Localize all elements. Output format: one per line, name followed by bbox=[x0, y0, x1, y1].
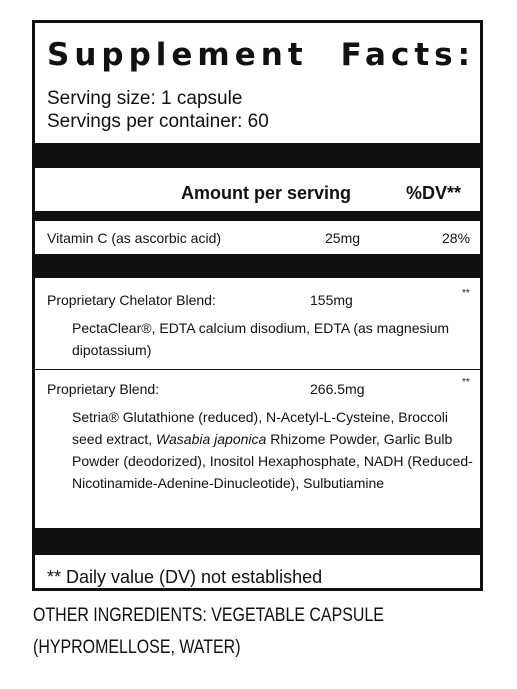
chelator-blend-dv: ** bbox=[462, 288, 470, 299]
vitamin-c-dv: 28% bbox=[442, 230, 471, 246]
dv-header: %DV** bbox=[406, 183, 462, 203]
chelator-blend-amount: 155mg bbox=[310, 292, 353, 308]
other-ingredients: OTHER INGREDIENTS: VEGETABLE CAPSULE (HYPROMELLOSE, WATER) bbox=[33, 605, 384, 658]
daily-value-footnote: ** Daily value (DV) not established bbox=[47, 567, 323, 587]
proprietary-blend-dv: ** bbox=[462, 377, 470, 388]
thick-divider-2 bbox=[35, 254, 480, 278]
vitamin-c-name: Vitamin C (as ascorbic acid) bbox=[47, 230, 222, 246]
ingredients-part-1: Setria® Glutathione (reduced), N-Acetyl-L-Cysteine, Broccoli seed extract, bbox=[72, 409, 449, 447]
vitamin-c-amount: 25mg bbox=[325, 230, 361, 246]
thin-divider bbox=[35, 369, 480, 370]
chelator-blend-name: Proprietary Chelator Blend: bbox=[47, 292, 216, 308]
bottom-divider bbox=[35, 528, 480, 555]
proprietary-blend-amount: 266.5mg bbox=[310, 381, 365, 397]
proprietary-blend-name: Proprietary Blend: bbox=[47, 381, 160, 397]
ingredients-italic: Wasabia japonica bbox=[156, 431, 267, 447]
proprietary-blend-ingredients bbox=[72, 406, 477, 494]
ingredients-part-2: Rhizome Powder, Garlic Bulb Powder (deodorized), Inositol Hexaphosphate, NADH (Reduced-Nicotinamide-Adenine-Dinucleotide), Sulbutiamine bbox=[72, 431, 473, 491]
serving-size: Serving size: 1 capsule bbox=[47, 88, 243, 109]
servings-per-container: Servings per container: 60 bbox=[47, 111, 269, 132]
supplement-facts-panel bbox=[32, 20, 483, 591]
title-facts: Facts: bbox=[340, 37, 475, 73]
medium-divider bbox=[35, 211, 480, 221]
chelator-blend-ingredients: PectaClear®, EDTA calcium disodium, EDTA (as magnesium dipotassium) bbox=[72, 320, 450, 358]
amount-per-serving-header: Amount per serving bbox=[181, 183, 352, 203]
title-supplement: Supplement bbox=[47, 37, 308, 73]
thick-divider bbox=[35, 143, 480, 168]
